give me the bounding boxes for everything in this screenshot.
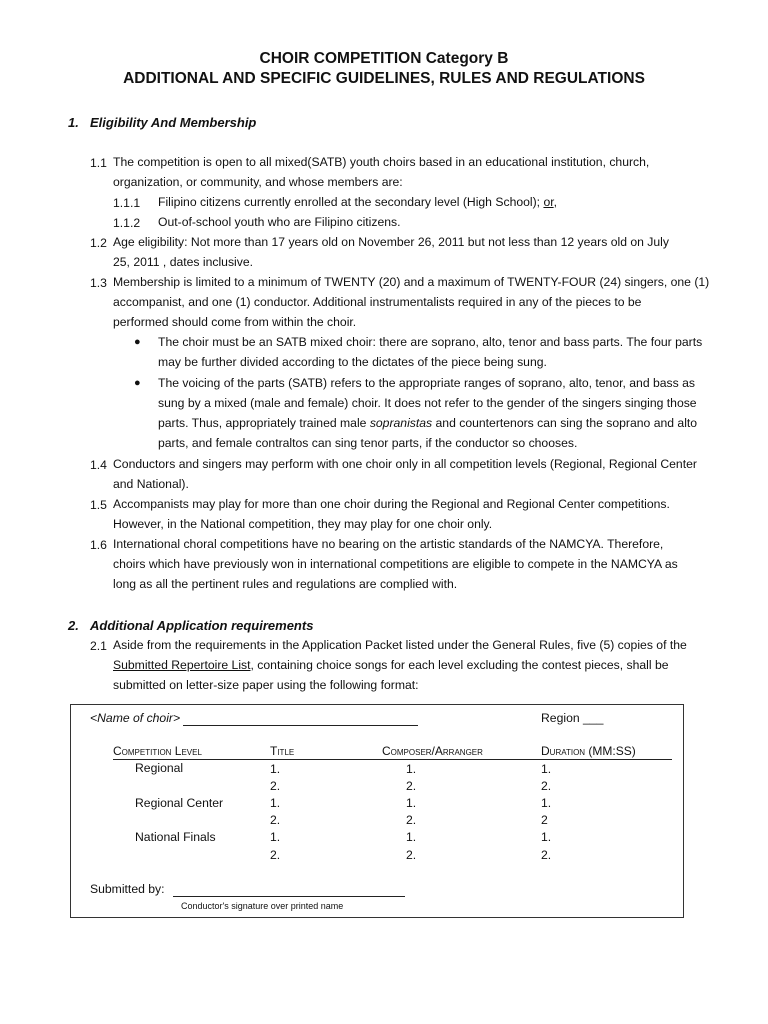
row-level-label: National Finals [135,830,216,844]
clause-1-6-line-2: choirs which have previously won in international competitions are eligible to compete in the NAMCYA as [113,557,678,571]
clause-1-5-line-1: Accompanists may play for more than one choir during the Regional and Regional Center competitions. [113,497,670,511]
clause-1-1-line-1: The competition is open to all mixed(SATB) youth choirs based in an educational institution, church, [113,155,650,169]
row-duration-entry: 1. [541,830,552,844]
clause-1-6-line-1: International choral competitions have no bearing on the artistic standards of the NAMCYA. Therefore, [113,537,664,551]
column-header-underline [113,759,672,760]
clause-1-6-line-3: long as all the pertinent rules and regulations are complied with. [113,577,458,591]
column-header-composer: Composer/Arranger [382,744,483,758]
clause-2-1-line-1: Aside from the requirements in the Application Packet listed under the General Rules, five (5) copies of the [113,638,687,652]
clause-2-1-line-2: Submitted Repertoire List, containing choice songs for each level excluding the contest pieces, shall be [113,658,669,672]
row-composer-entry: 1. [406,762,417,776]
clause-1-3-bullet-2-line-3: parts. Thus, appropriately trained male sopranistas and countertenors can sing the soprano and alto [158,416,698,430]
signature-line [173,896,405,897]
clause-1-2-line-2: 25, 2011 , dates inclusive. [113,255,254,269]
clause-1-3-bullet-2-line-4: parts, and female contraltos can sing tenor parts, if the conductor so chooses. [158,436,578,450]
clause-1-1-2-number: 1.1.2 [113,216,141,230]
section-2-title: Additional Application requirements [90,618,314,633]
section-1-number: 1. [68,115,79,130]
clause-1-1-1-number: 1.1.1 [113,196,141,210]
clause-1-4-line-2: and National). [113,477,189,491]
column-header-duration: Duration (MM:SS) [541,744,636,758]
clause-2-1-number: 2.1 [90,639,107,653]
row-title-entry: 2. [270,779,281,793]
clause-1-3-bullet-1-line-1: The choir must be an SATB mixed choir: there are soprano, alto, tenor and bass parts. The four parts [158,335,703,349]
signature-caption: Conductor's signature over printed name [181,901,344,911]
row-title-entry: 2. [270,813,281,827]
clause-1-6-number: 1.6 [90,538,107,552]
section-1-title: Eligibility And Membership [90,115,257,130]
row-duration-entry: 1. [541,762,552,776]
row-composer-entry: 1. [406,796,417,810]
section-2-number: 2. [68,618,79,633]
clause-1-4-number: 1.4 [90,458,107,472]
clause-1-3-bullet-1-line-2: may be further divided according to the dictates of the piece being sung. [158,355,547,369]
bullet-icon: ● [134,336,141,348]
clause-1-3-line-2: accompanist, and one (1) conductor. Additional instrumentalists required in any of the pieces to be [113,295,642,309]
row-composer-entry: 2. [406,813,417,827]
clause-1-2-number: 1.2 [90,236,107,250]
clause-1-3-number: 1.3 [90,276,107,290]
bullet-icon: ● [134,377,141,389]
document-title: CHOIR COMPETITION Category B [259,50,509,67]
choir-name-label: <Name of choir> [90,711,181,725]
row-title-entry: 1. [270,762,281,776]
row-level-label: Regional Center [135,796,224,810]
column-header-level: Competition Level [113,744,202,758]
choir-name-line [183,725,418,726]
column-header-title: Title [270,744,295,758]
row-composer-entry: 2. [406,848,417,862]
clause-1-1-line-2: organization, or community, and whose members are: [113,175,403,189]
row-level-label: Regional [135,761,184,775]
clause-1-5-number: 1.5 [90,498,107,512]
clause-1-3-line-1: Membership is limited to a minimum of TWENTY (20) and a maximum of TWENTY-FOUR (24) singers, one (1) [113,275,710,289]
clause-1-5-line-2: However, in the National competition, they may play for one choir only. [113,517,493,531]
clause-1-1-1-text: Filipino citizens currently enrolled at the secondary level (High School); or, [158,195,558,209]
row-title-entry: 2. [270,848,281,862]
row-duration-entry: 2 [541,813,548,827]
clause-1-1-2-text: Out-of-school youth who are Filipino citizens. [158,215,401,229]
row-duration-entry: 2. [541,848,552,862]
row-title-entry: 1. [270,830,281,844]
clause-2-1-line-3: submitted on letter-size paper using the following format: [113,678,419,692]
submitted-by-label: Submitted by: [90,882,165,896]
clause-1-2-line-1: Age eligibility: Not more than 17 years old on November 26, 2011 but not less than 12 years old on July [113,235,669,249]
row-duration-entry: 2. [541,779,552,793]
clause-1-1-number: 1.1 [90,156,107,170]
region-label: Region ___ [541,711,604,725]
document-subtitle: ADDITIONAL AND SPECIFIC GUIDELINES, RULES AND REGULATIONS [123,70,645,87]
row-composer-entry: 2. [406,779,417,793]
row-composer-entry: 1. [406,830,417,844]
clause-1-3-bullet-2-line-2: sung by a mixed (male and female) choir. It does not refer to the gender of the singers singing those [158,396,697,410]
clause-1-3-line-3: performed should come from within the choir. [113,315,357,329]
clause-1-3-bullet-2-line-1: The voicing of the parts (SATB) refers to the appropriate ranges of soprano, alto, tenor, and bass as [158,376,695,390]
clause-1-4-line-1: Conductors and singers may perform with one choir only in all competition levels (Regional, Regional Center [113,457,697,471]
row-duration-entry: 1. [541,796,552,810]
row-title-entry: 1. [270,796,281,810]
